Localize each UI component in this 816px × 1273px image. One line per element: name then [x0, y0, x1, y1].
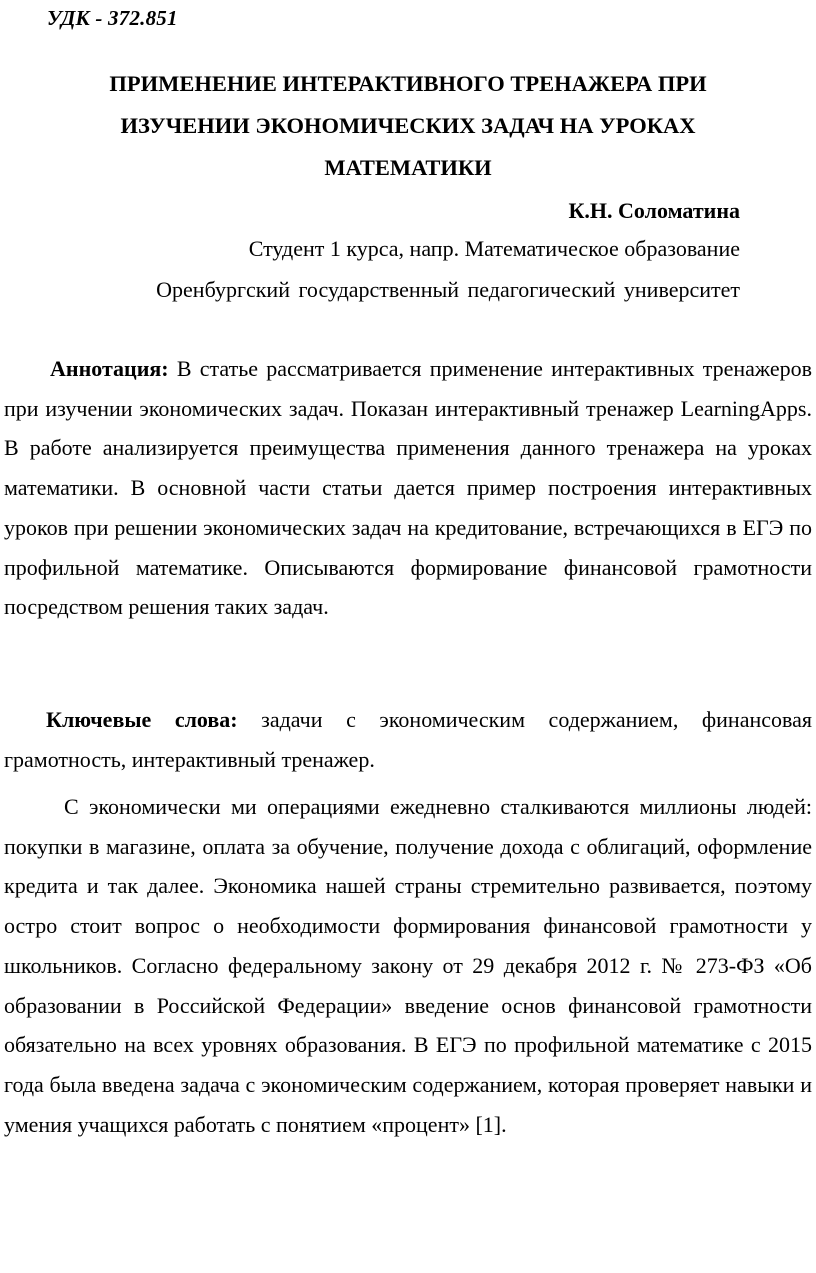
abstract-label: Аннотация:	[50, 356, 169, 381]
author-university: Оренбургский государственный педагогический университет	[156, 277, 740, 302]
keywords-paragraph	[4, 700, 812, 779]
article-title	[30, 63, 786, 189]
udk-code: УДК - 372.851	[47, 6, 178, 30]
abstract-paragraph	[4, 349, 812, 627]
abstract-text: В статье рассматривается применение интерактивных тренажеров при изучении экономических задач. Показан интерактивный тренажер LearningApps. В работе анализируется преимущества применения данного тренажера на уроках математики. В основной части статьи дается пример построения интерактивных уроков при решении экономических задач на кредитование, встречающихся в ЕГЭ по профильной математике. Описываются формирование финансовой грамотности посредством решения таких задач.	[4, 356, 812, 620]
author-position: Студент 1 курса, напр. Математическое образование	[248, 236, 740, 261]
title-line-2: ИЗУЧЕНИИ ЭКОНОМИЧЕСКИХ ЗАДАЧ НА УРОКАХ	[120, 113, 696, 138]
title-line-3: МАТЕМАТИКИ	[324, 155, 492, 180]
keywords-text: задачи с экономическим содержанием, финансовая грамотность, интерактивный тренажер.	[4, 707, 812, 772]
main-paragraph: С экономически ми операциями ежедневно сталкиваются миллионы людей: покупки в магазине, оплата за обучение, получение дохода с облигаций, оформление кредита и так далее. Экономика нашей страны стремительно развивается, поэтому остро стоит вопрос о необходимости формирования финансовой грамотности у школьников. Согласно федеральному закону от 29 декабря 2012 г. № 273-ФЗ «Об образовании в Российской Федерации» введение основ финансовой грамотности обязательно на всех уровнях образования. В ЕГЭ по профильной математике с 2015 года была введена задача с экономическим содержанием, которая проверяет навыки и умения учащихся работать с понятием «процент» [1].	[4, 794, 812, 1137]
keywords-label: Ключевые слова:	[46, 707, 238, 732]
title-line-1: ПРИМЕНЕНИЕ ИНТЕРАКТИВНОГО ТРЕНАЖЕРА ПРИ	[109, 71, 707, 96]
author-name: К.Н. Соломатина	[568, 198, 740, 223]
